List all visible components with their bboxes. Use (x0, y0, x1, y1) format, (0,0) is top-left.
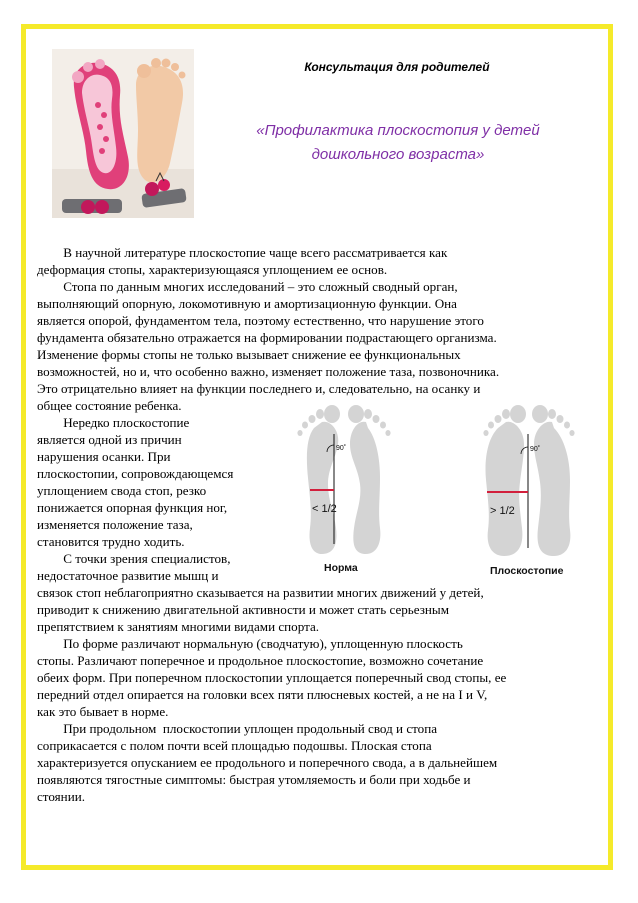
text-line: деформация стопы, характеризующаяся уплощением ее основ. (37, 262, 388, 277)
body-text-bottom (37, 584, 506, 805)
title-line-2: дошкольного возраста» (311, 146, 485, 163)
text-line: В научной литературе плоскостопие чаще всего рассматривается как (37, 245, 448, 260)
normal-feet (297, 405, 390, 574)
text-line: нарушения осанки. При (37, 449, 171, 464)
text-line: Изменение формы стопы не только вызывает снижение ее функциональных (37, 347, 461, 362)
text-line: При продольном плоскостопии уплощен продольный свод и стопа (37, 721, 438, 736)
text-line: изменяется положение таза, (37, 517, 193, 532)
footprint-figure (284, 388, 610, 588)
text-line: уплощением свода стоп, резко (37, 483, 207, 498)
text-line: соприкасается с полом почти всей площадью подошвы. Плоская стопа (37, 738, 432, 753)
text-line: С точки зрения специалистов, (37, 551, 231, 566)
flat-left-foot (486, 422, 525, 556)
feet-insole-photo (52, 49, 194, 218)
text-line: недостаточное развитие мышц и (37, 568, 219, 583)
title-line-1: «Профилактика плоскостопия у детей (256, 122, 540, 139)
text-line: передний отдел опирается на головки всех пяти плюсневых костей, а не на I и V, (37, 687, 488, 702)
text-line: Стопа по данным многих исследований – это сложный сводный орган, (37, 279, 458, 294)
normal-right-foot (350, 422, 380, 554)
text-line: Нередко плоскостопие (37, 415, 190, 430)
text-line: является одной из причин (37, 432, 182, 447)
flat-feet (483, 405, 574, 577)
text-line: приводит к снижению двигательной активности и может стать серьезным (37, 602, 450, 617)
text-line: Это отрицательно влияет на функции последнего и, следовательно, на осанку и (37, 381, 481, 396)
text-line: препятствием к занятиям многими видами спорта. (37, 619, 320, 634)
text-line: обеих форм. При поперечном плоскостопии уплощается поперечный свод стопы, ее (37, 670, 507, 685)
text-line: возможностей, но и, что особенно важно, изменяет положение таза, позвоночника. (37, 364, 500, 379)
flat-label: Плоскостопие (490, 565, 564, 577)
text-line: является опорой, фундаментом тела, поэтому естественно, что нарушение этого (37, 313, 484, 328)
consultation-label: Консультация для родителей (304, 60, 490, 74)
normal-ratio-label: < 1/2 (312, 503, 337, 515)
text-line: выполняющий опорную, локомотивную и амортизационную функции. Она (37, 296, 457, 311)
text-line: связок стоп неблагоприятно сказывается на развитии многих движений у детей, (37, 585, 484, 600)
flat-angle-label: 90˚ (530, 446, 541, 453)
text-line: характеризуется опусканием ее продольного и поперечного свода, а в дальнейшем (37, 755, 498, 770)
text-line: появляются тягостные симптомы: быстрая утомляемость и боли при ходьбе и (37, 772, 471, 787)
page-title (200, 119, 596, 167)
normal-angle-label: 90˚ (336, 445, 347, 452)
text-line: По форме различают нормальную (сводчатую), уплощенную плоскость (37, 636, 463, 651)
text-line: плоскостопии, сопровождающемся (37, 466, 234, 481)
flat-ratio-label: > 1/2 (490, 505, 515, 517)
text-line: фундамента обязательно отражается на формировании подрастающего организма. (37, 330, 497, 345)
text-line: становится трудно ходить. (37, 534, 185, 549)
text-line: понижается опорная функция ног, (37, 500, 228, 515)
normal-label: Норма (324, 562, 358, 574)
flat-right-foot (534, 422, 570, 556)
text-line: как это бывает в норме. (37, 704, 169, 719)
text-line: стоянии. (37, 789, 85, 804)
body-text-side (37, 414, 233, 584)
text-line: стопы. Различают поперечное и продольное плоскостопие, возможно сочетание (37, 653, 484, 668)
text-line: общее состояние ребенка. (37, 398, 182, 413)
